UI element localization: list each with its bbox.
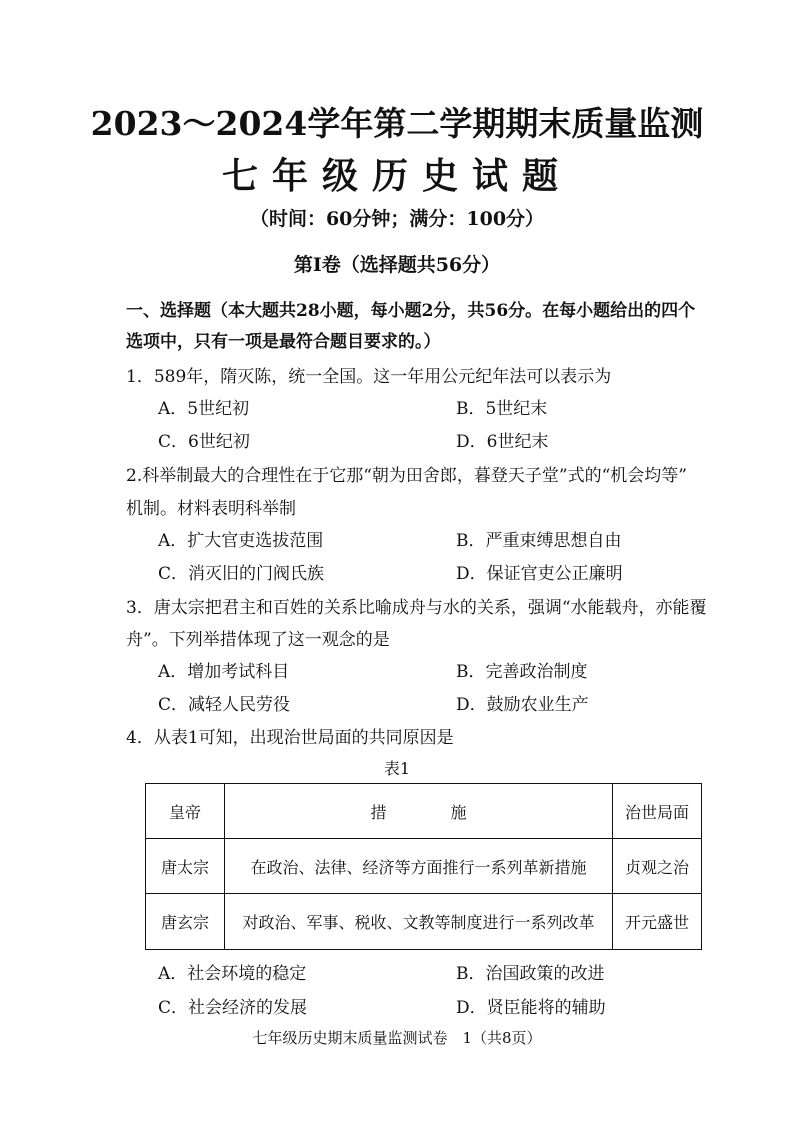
question-3-option-c: C．减轻人民劳役	[158, 695, 291, 715]
table-cell-emperor: 唐太宗	[146, 839, 225, 894]
table-cell-measures: 在政治、法律、经济等方面推行一系列革新措施	[225, 839, 613, 894]
instructions-line-2: 选项中，只有一项是最符合题目要求的。）	[126, 332, 441, 352]
exam-title: 2023～2024学年第二学期期末质量监测	[90, 104, 704, 143]
question-4-option-b: B．治国政策的改进	[456, 964, 605, 984]
exam-subtitle: 七年级历史试题	[221, 155, 572, 197]
reform-table	[145, 783, 702, 950]
question-3-option-a: A．增加考试科目	[158, 662, 290, 682]
question-1-option-c: C．6世纪初	[158, 432, 250, 452]
table-caption: 表1	[383, 759, 411, 778]
question-1-stem: 1．589年，隋灭陈，统一全国。这一年用公元纪年法可以表示为	[126, 367, 612, 387]
question-3-option-d: D．鼓励农业生产	[456, 695, 589, 715]
question-1-option-b: B．5世纪末	[456, 399, 548, 419]
question-2-option-a: A．扩大官吏选拔范围	[158, 531, 324, 551]
table-row	[146, 839, 702, 894]
time-note: （时间：60分钟；满分：100分）	[249, 208, 545, 230]
question-1-option-a: A．5世纪初	[158, 399, 250, 419]
table-cell-measures: 对政治、军事、税收、文教等制度进行一系列改革	[225, 894, 613, 950]
table-header-era: 治世局面	[613, 784, 702, 839]
question-4-option-a: A．社会环境的稳定	[158, 964, 307, 984]
question-3-option-b: B．完善政治制度	[456, 662, 588, 682]
page-footer: 七年级历史期末质量监测试卷 1（共8页）	[252, 1029, 542, 1047]
question-4-option-c: C．社会经济的发展	[158, 998, 308, 1018]
question-4-stem: 4．从表1可知，出现治世局面的共同原因是	[126, 728, 454, 748]
question-2-option-c: C．消灭旧的门阀氏族	[158, 564, 325, 584]
section-heading: 第Ⅰ卷（选择题共56分）	[293, 254, 501, 276]
question-3-stem-line-2: 舟”。下列举措体现了这一观念的是	[126, 630, 390, 650]
question-2-option-b: B．严重束缚思想自由	[456, 531, 622, 551]
question-1-option-d: D．6世纪末	[456, 432, 549, 452]
question-4-option-d: D．贤臣能将的辅助	[456, 998, 606, 1018]
question-2-stem-line-1: 2.科举制最大的合理性在于它那“朝为田舍郎，暮登天子堂”式的“机会均等”	[126, 466, 687, 486]
table-row	[146, 894, 702, 950]
table-header-emperor: 皇帝	[146, 784, 225, 839]
table-header-measures: 措 施	[225, 784, 613, 839]
table-cell-era: 贞观之治	[613, 839, 702, 894]
table-header-row	[146, 784, 702, 839]
question-2-stem-line-2: 机制。材料表明科举制	[126, 499, 296, 519]
instructions-line-1: 一、选择题（本大题共28小题，每小题2分，共56分。在每小题给出的四个	[126, 301, 696, 321]
question-3-stem-line-1: 3．唐太宗把君主和百姓的关系比喻成舟与水的关系，强调“水能载舟，亦能覆	[126, 598, 707, 618]
table-cell-emperor: 唐玄宗	[146, 894, 225, 950]
table-cell-era: 开元盛世	[613, 894, 702, 950]
question-2-option-d: D．保证官吏公正廉明	[456, 564, 623, 584]
